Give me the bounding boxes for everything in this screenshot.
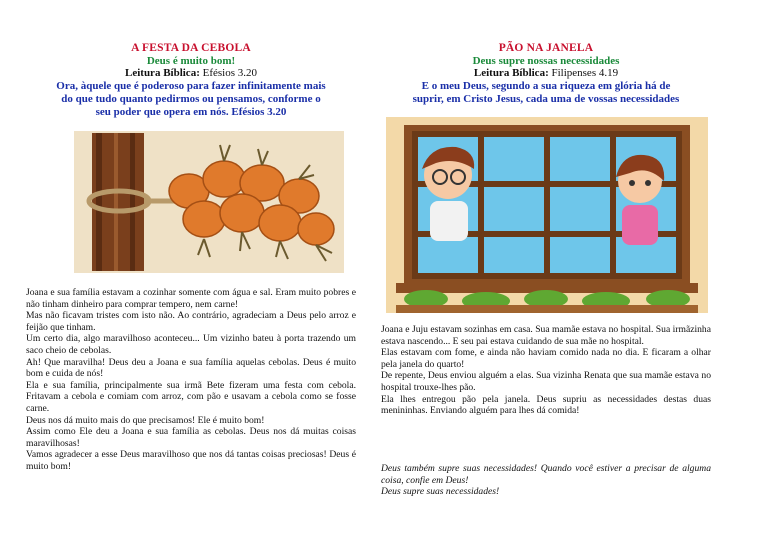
paragraph: Ela lhes entregou pão pela janela. Deus supriu as necessidades destas duas menininhas. Enviando alguém para lhes dá comida! [381,393,711,417]
paragraph: Ah! Que maravilha! Deus deu a Joana e sua família aquelas cebolas. Deus é muito bom e cuida de nós! [26,356,356,380]
onions-illustration [74,131,344,273]
story-title: PÃO NA JANELA [498,42,594,54]
paragraph: De repente, Deus enviou alguém a elas. Sua vizinha Renata que sua mamãe estava no hospital trouxe-lhes pão. [381,370,711,393]
paragraph: Deus nos dá muito mais do que precisamos! Ele é muito bom! [26,414,265,426]
paragraph: Ela e sua família, principalmente sua irmã Bete fizeram uma festa com cebola. Fritavam a cebola e comiam com arroz, com pão e usavam a cebola como se fosse carne. [26,379,356,414]
reading-reference: Efésios 3.20 [199,67,257,79]
verse-line: seu poder que opera em nós. Efésios 3.20 [95,106,287,118]
reading-reference: Filipenses 4.19 [548,67,619,79]
reading-label: Leitura Bíblica: [473,67,549,79]
paragraph: Vamos agradecer a esse Deus maravilhoso que nos dá tantas coisas preciosas! Deus é muito bom! [26,449,356,472]
italic-paragraph: Deus supre suas necessidades! [381,486,500,498]
paragraph: Joana e sua família estavam a cozinhar somente com água e sal. Eram muito pobres e não tinham dinheiro para comprar tempero, nem carne! [26,287,356,310]
window-illustration [386,117,708,313]
verse-line: suprir, em Cristo Jesus, cada uma de vossas necessidades [412,93,680,105]
reading-label: Leitura Bíblica: [125,67,200,79]
closing-message [381,463,711,498]
verse-line: E o meu Deus, segundo a sua riqueza em glória há de [421,80,671,92]
paragraph: Elas estavam com fome, e ainda não haviam comido nada no dia. E ficaram a olhar pela janela do quarto! [381,347,711,370]
paragraph: Joana e Juju estavam sozinhas em casa. Sua mamãe estava no hospital. Sua irmãzinha estava nascendo... E seu pai estava cuidando de sua mãe no hospital. [381,324,711,347]
bible-reading [26,67,356,80]
italic-paragraph: Deus também supre suas necessidades! Quando você estiver a precisar de alguma coisa, confie em Deus! [381,463,711,486]
story-title: A FESTA DA CEBOLA [131,42,251,54]
verse-line: do que tudo quanto pedirmos ou pensamos, conforme o [61,93,321,105]
story-body [381,324,711,417]
story-subtitle: Deus supre nossas necessidades [472,55,620,67]
paragraph: Um certo dia, algo maravilhoso aconteceu... Um vizinho bateu à porta trazendo um saco cheio de cebolas. [26,333,356,356]
story-body [26,287,356,473]
paragraph: Assim como Ele deu a Joana e sua família as cebolas. Deus nos dá muitas coisas maravilhosas! [26,426,356,449]
paragraph: Mas não ficavam tristes com isto não. Ao contrário, agradeciam a Deus pelo arroz e feijão que tinham. [26,310,356,333]
verse-line: Ora, àquele que é poderoso para fazer infinitamente mais [56,80,326,92]
bible-reading [381,67,711,80]
story-subtitle: Deus é muito bom! [146,55,236,67]
